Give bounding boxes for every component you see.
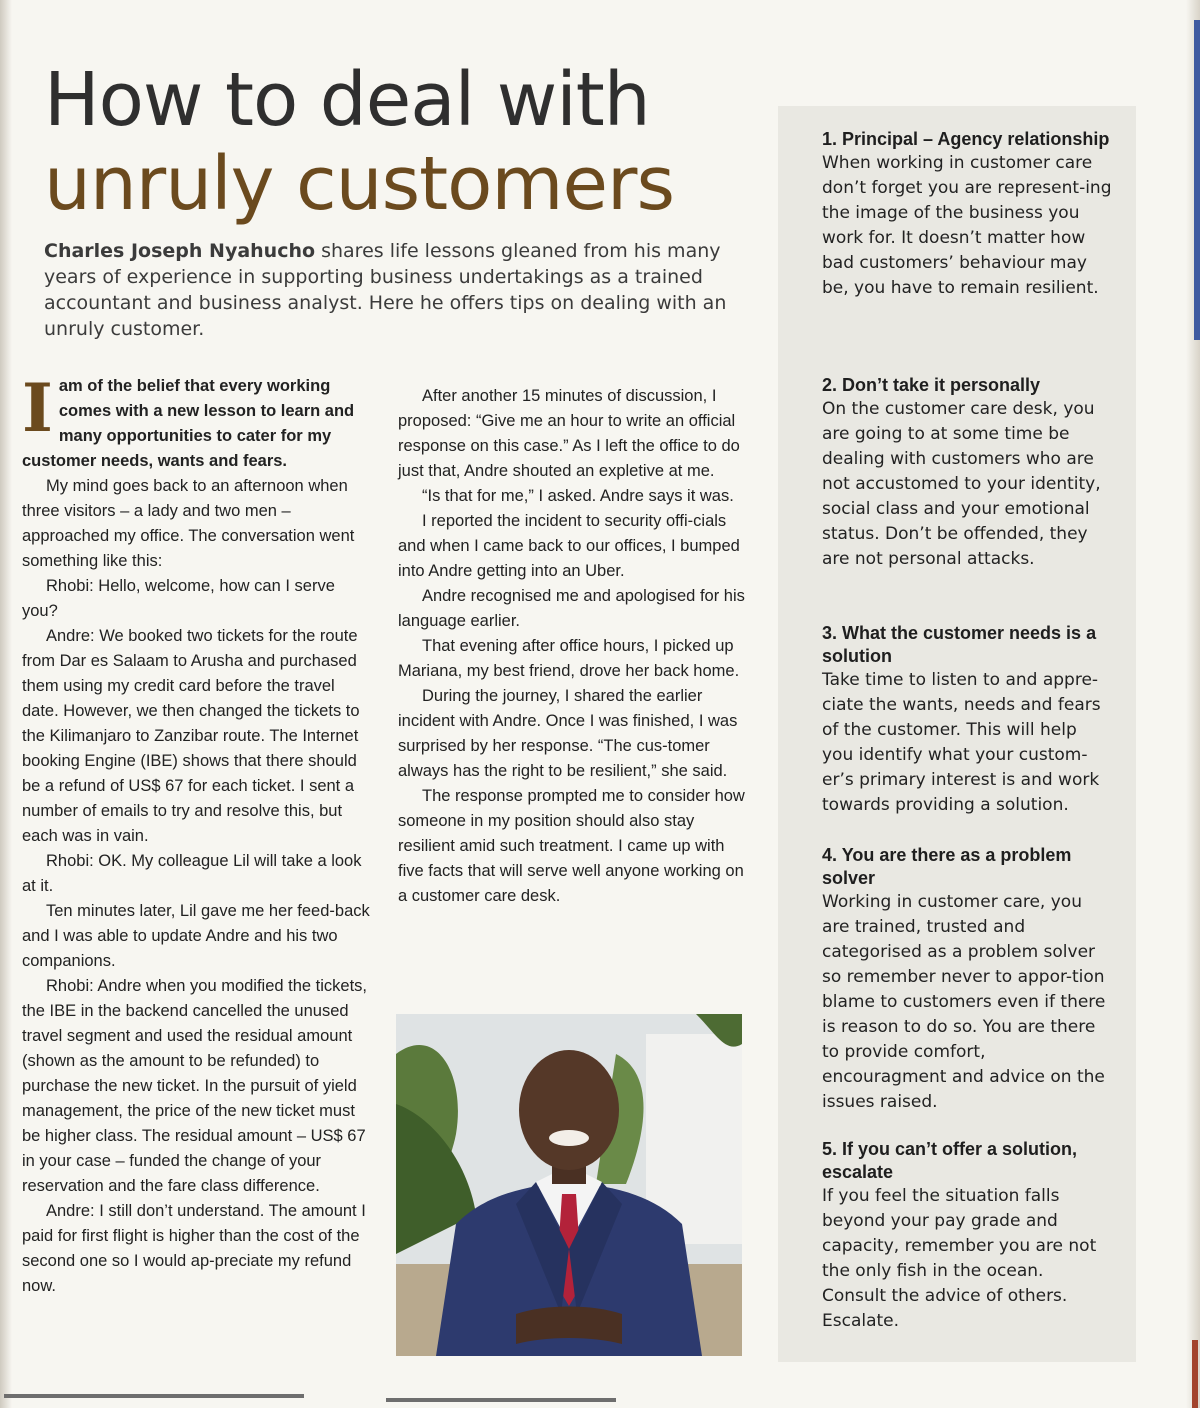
tip-1: [822, 128, 1112, 301]
edge-tab-red: [1192, 1340, 1198, 1408]
tip-body: If you feel the situation falls beyond your pay grade and capacity, remember you are not the only fish in the ocean. Consult the advice of others. Escalate.: [822, 1186, 1097, 1331]
author-photo: [396, 1014, 742, 1356]
title-line-2: unruly customers: [44, 141, 675, 227]
footer-rule-left: [4, 1394, 304, 1398]
tips-sidebar: [778, 106, 1136, 1362]
body-paragraph: Andre recognised me and apologised for his language earlier.: [398, 587, 745, 630]
body-paragraph: My mind goes back to an afternoon when three visitors – a lady and two men – approached my office. The conversation went something like this:: [22, 477, 355, 570]
body-paragraph: “Is that for me,” I asked. Andre says it was.: [422, 487, 734, 505]
body-paragraph: Rhobi: OK. My colleague Lil will take a look at it.: [22, 852, 362, 895]
body-paragraph: After another 15 minutes of discussion, I proposed: “Give me an hour to write an official response on this case.” As I left the office to do just that, Andre shouted an expletive at me.: [398, 387, 740, 480]
edge-tab-blue: [1194, 20, 1200, 340]
tip-heading: 4. You are there as a problem solver: [822, 845, 1072, 888]
body-paragraph: Rhobi: Hello, welcome, how can I serve you?: [22, 577, 335, 620]
body-paragraph: During the journey, I shared the earlier incident with Andre. Once I was finished, I was surprised by her response. “The cus-tomer always has the right to be resilient,” she said.: [398, 687, 738, 780]
article-title: [44, 58, 764, 226]
body-paragraph: Rhobi: Andre when you modified the tickets, the IBE in the backend cancelled the unused travel segment and used the residual amount (shown as the amount to be refunded) to purchase the new ticket. In the pursuit of yield management, the price of the new ticket must be higher class. The residual amount – US$ 67 in your case – funded the change of your reservation and the fare class difference.: [22, 977, 368, 1195]
tip-body: Take time to listen to and appre-ciate the wants, needs and fears of the customer. This will help you identify what your custom-er’s primary interest is and work towards providing a solution.: [822, 670, 1101, 815]
lead-text: am of the belief that every working comes with a new lesson to learn and many opportunities to cater for my customer needs, wants and fears.: [22, 377, 355, 470]
body-paragraph: That evening after office hours, I picked up Mariana, my best friend, drove her back home.: [398, 637, 740, 680]
tip-body: When working in customer care don’t forget you are represent-ing the image of the business you work for. It doesn’t matter how bad customers’ behaviour may be, you have to remain resilient.: [822, 153, 1112, 298]
body-paragraph: Andre: We booked two tickets for the route from Dar es Salaam to Arusha and purchased them using my credit card before the travel date. However, we then changed the tickets to the Kilimanjaro to Zanzibar route. The Internet booking Engine (IBE) shows that there should be a refund of US$ 67 for each ticket. I sent a number of emails to try and resolve this, but each was in vain.: [22, 627, 360, 845]
body-paragraph: I reported the incident to security offi-cials and when I came back to our offices, I bumped into Andre getting into an Uber.: [398, 512, 740, 580]
body-column-2: [398, 384, 750, 909]
tip-heading: 5. If you can’t offer a solution, escalate: [822, 1139, 1078, 1182]
author-name: Charles Joseph Nyahucho: [44, 240, 316, 262]
tip-body: Working in customer care, you are trained, trusted and categorised as a problem solver so remember never to appor-tion blame to customers even if there is reason to do so. You are there to provide comfort, encouragment and advice on the issues raised.: [822, 892, 1106, 1112]
drop-cap: I: [22, 369, 53, 447]
author-portrait-illustration: [396, 1014, 742, 1356]
intro-text: shares life lessons gleaned from his many years of experience in supporting business undertakings as a trained accountant and business analyst. Here he offers tips on dealing with an unruly customer.: [44, 240, 727, 340]
tip-4: [822, 844, 1112, 1115]
body-paragraph: Ten minutes later, Lil gave me her feed-back and I was able to update Andre and his two companions.: [22, 902, 370, 970]
tip-heading: 2. Don’t take it personally: [822, 375, 1041, 395]
tip-5: [822, 1138, 1112, 1334]
tip-body: On the customer care desk, you are going to at some time be dealing with customers who are not accustomed to your identity, social class and your emotional status. Don’t be offended, they are not personal attacks.: [822, 399, 1101, 569]
lead-paragraph: [22, 369, 374, 474]
page-edge-left: [0, 0, 12, 1408]
body-paragraph: Andre: I still don’t understand. The amount I paid for first flight is higher than the cost of the second one so I would ap-preciate my refund now.: [22, 1202, 366, 1295]
footer-rule-center: [386, 1398, 616, 1402]
article-intro: [44, 238, 760, 342]
body-column-1: [22, 369, 374, 1299]
title-line-1: How to deal with: [44, 57, 650, 143]
body-paragraph: The response prompted me to consider how someone in my position should also stay resilient amid such treatment. I came up with five facts that will serve well anyone working on a customer care desk.: [398, 787, 745, 905]
tip-3: [822, 622, 1112, 818]
tip-heading: 3. What the customer needs is a solution: [822, 623, 1097, 666]
tip-2: [822, 374, 1112, 572]
tip-heading: 1. Principal – Agency relationship: [822, 129, 1110, 149]
